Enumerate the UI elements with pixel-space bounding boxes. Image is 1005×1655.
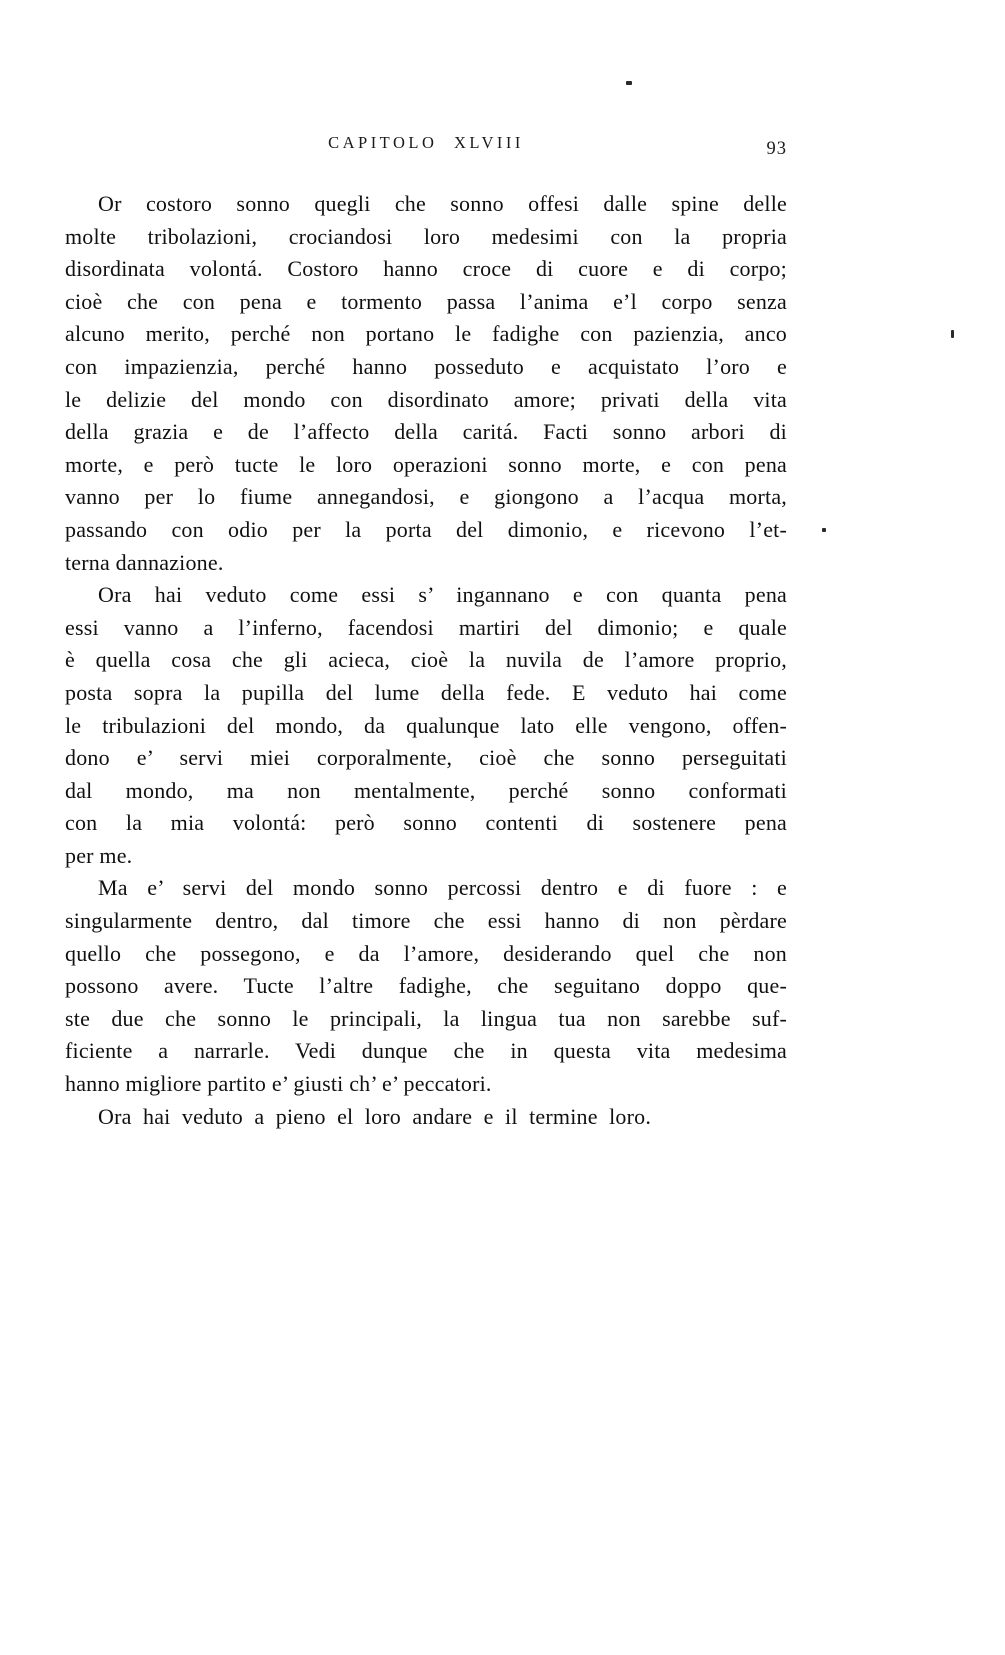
text-line: dal mondo, ma non mentalmente, perché sonno conformati	[65, 777, 787, 803]
text-line: possono avere. Tucte l’altre fadighe, che seguitano doppo que-	[65, 973, 787, 999]
text-line: posta sopra la pupilla del lume della fede. E veduto hai come	[65, 679, 787, 705]
text-line: terna dannazione.	[65, 549, 224, 575]
text-line: essi vanno a l’inferno, facendosi martiri del dimonio; e quale	[65, 614, 787, 640]
paragraph	[65, 1101, 787, 1134]
text-line: ficiente a narrarle. Vedi dunque che in questa vita medesima	[65, 1038, 787, 1064]
scan-speck	[822, 528, 826, 532]
paragraph	[65, 579, 787, 872]
text-line: morte, e però tucte le loro operazioni sonno morte, e con pena	[65, 451, 787, 477]
text-line: passando con odio per la porta del dimonio, e ricevono l’et-	[65, 516, 787, 542]
chapter-title: CAPITOLO XLVIII	[328, 133, 524, 152]
text-line: Ora hai veduto come essi s’ ingannano e con quanta pena	[98, 582, 787, 608]
scan-speck	[626, 81, 632, 85]
text-line: Or costoro sonno quegli che sonno offesi dalle spine delle	[98, 191, 787, 216]
text-line: ste due che sonno le principali, la lingua tua non sarebbe suf-	[65, 1005, 787, 1031]
text-line: le tribulazioni del mondo, da qualunque lato elle vengono, offen-	[65, 712, 787, 738]
page-number: 93	[766, 139, 787, 159]
body-text	[65, 188, 787, 1133]
text-line: disordinata volontá. Costoro hanno croce di cuore e di corpo;	[65, 256, 787, 282]
text-line: dono e’ servi miei corporalmente, cioè che sonno perseguitati	[65, 745, 787, 771]
text-line: vanno per lo fiume annegandosi, e giongono a l’acqua morta,	[65, 484, 787, 510]
text-line: le delizie del mondo con disordinato amore; privati della vita	[65, 386, 787, 412]
paragraph	[65, 872, 787, 1100]
text-line: cioè che con pena e tormento passa l’anima e’l corpo senza	[65, 288, 787, 314]
paragraph	[65, 188, 787, 579]
text-line: Ora hai veduto a pieno el loro andare e il termine loro.	[98, 1103, 652, 1129]
text-line: è quella cosa che gli acieca, cioè la nuvila de l’amore proprio,	[65, 647, 787, 673]
scan-speck	[951, 330, 954, 338]
text-line: hanno migliore partito e’ giusti ch’ e’ peccatori.	[65, 1071, 492, 1097]
text-line: con la mia volontá: però sonno contenti di sostenere pena	[65, 810, 787, 836]
text-line: quello che possegono, e da l’amore, desiderando quel che non	[65, 940, 787, 966]
text-line: Ma e’ servi del mondo sonno percossi dentro e di fuore : e	[98, 875, 787, 901]
text-line: singularmente dentro, dal timore che essi hanno di non pèrdare	[65, 908, 787, 934]
text-line: per me.	[65, 842, 133, 868]
text-line: con impazienzia, perché hanno posseduto e acquistato l’oro e	[65, 353, 787, 379]
text-line: della grazia e de l’affecto della caritá. Facti sonno arbori di	[65, 419, 787, 445]
text-line: molte tribolazioni, crociandosi loro medesimi con la propria	[65, 223, 787, 249]
text-line: alcuno merito, perché non portano le fadighe con pazienzia, anco	[65, 321, 787, 347]
